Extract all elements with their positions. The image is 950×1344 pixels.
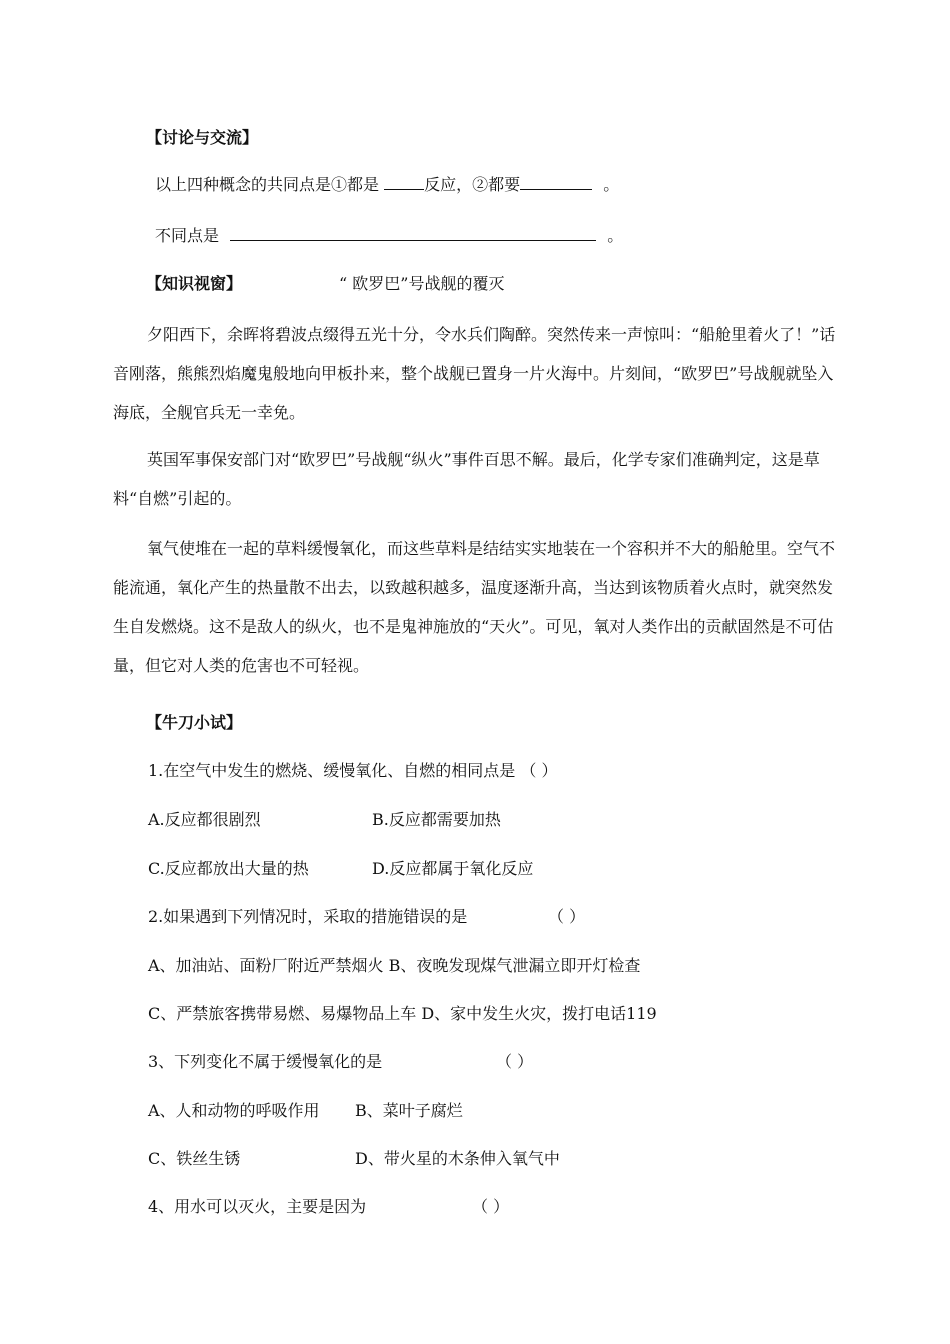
question-3-stem: 3、下列变化不属于缓慢氧化的是 [148,1052,383,1071]
quiz-heading: 【牛刀小试】 [146,713,243,732]
question-1-option-a[interactable]: A.反应都很剧烈 [148,810,261,829]
question-1-stem: 1.在空气中发生的燃烧、缓慢氧化、自燃的相同点是 （ ） [148,761,558,780]
discussion-common-line [155,173,619,197]
question-4-answer-paren[interactable]: （ ） [472,1197,510,1216]
blank-requirement[interactable] [520,173,592,190]
knowledge-paragraph-2: 英国军事保安部门对“欧罗巴”号战舰“纵火”事件百思不解。最后，化学专家们准确判定，这是草料“自燃”引起的。 [113,450,820,508]
knowledge-paragraph-1: 夕阳西下，余晖将碧波点缀得五光十分，令水兵们陶醉。突然传来一声惊叫：“船舱里着火了！”话音刚落，熊熊烈焰魔鬼般地向甲板扑来，整个战舰已置身一片火海中。片刻间，“欧罗巴”号战舰就坠入海底，全舰官兵无一幸免。 [113,325,836,422]
diff-prefix: 不同点是 [155,226,220,245]
knowledge-title: “ 欧罗巴”号战舰的覆灭 [339,274,505,293]
blank-difference[interactable] [230,224,596,241]
question-3-option-b[interactable]: B、菜叶子腐烂 [355,1101,463,1120]
diff-end: 。 [607,226,624,245]
question-3-option-d[interactable]: D、带火星的木条伸入氧气中 [355,1149,560,1168]
question-3-option-a[interactable]: A、人和动物的呼吸作用 [148,1101,320,1120]
knowledge-heading: 【知识视窗】 [146,274,243,293]
question-1-option-d[interactable]: D.反应都属于氧化反应 [372,859,534,878]
blank-reaction-type[interactable] [384,173,424,190]
question-1-option-c[interactable]: C.反应都放出大量的热 [148,859,309,878]
question-2-answer-paren[interactable]: （ ） [548,907,586,926]
question-4-stem: 4、用水可以灭火，主要是因为 [148,1197,367,1216]
question-2-stem: 2.如果遇到下列情况时，采取的措施错误的是 [148,907,468,926]
common-end: 。 [603,175,620,194]
question-2-options-cd[interactable]: C、严禁旅客携带易燃、易爆物品上车 D、家中发生火灾，拨打电话119 [148,1004,657,1023]
question-1-option-b[interactable]: B.反应都需要加热 [372,810,501,829]
discussion-diff-line [155,224,623,248]
common-mid: 反应，②都要 [424,175,521,194]
knowledge-paragraph-3: 氧气使堆在一起的草料缓慢氧化，而这些草料是结结实实地装在一个容积并不大的船舱里。空气不能流通，氧化产生的热量散不出去，以致越积越多，温度逐渐升高，当达到该物质着火点时，就突然发生自发燃烧。这不是敌人的纵火，也不是鬼神施放的“天火”。可见，氧对人类作出的贡献固然是不可估量，但它对人类的危害也不可轻视。 [113,539,836,675]
discussion-heading: 【讨论与交流】 [146,128,259,147]
question-2-options-ab[interactable]: A、加油站、面粉厂附近严禁烟火 B、夜晚发现煤气泄漏立即开灯检查 [148,956,641,975]
question-3-option-c[interactable]: C、铁丝生锈 [148,1149,241,1168]
common-prefix: 以上四种概念的共同点是①都是 [155,175,380,194]
question-3-answer-paren[interactable]: （ ） [496,1052,534,1071]
